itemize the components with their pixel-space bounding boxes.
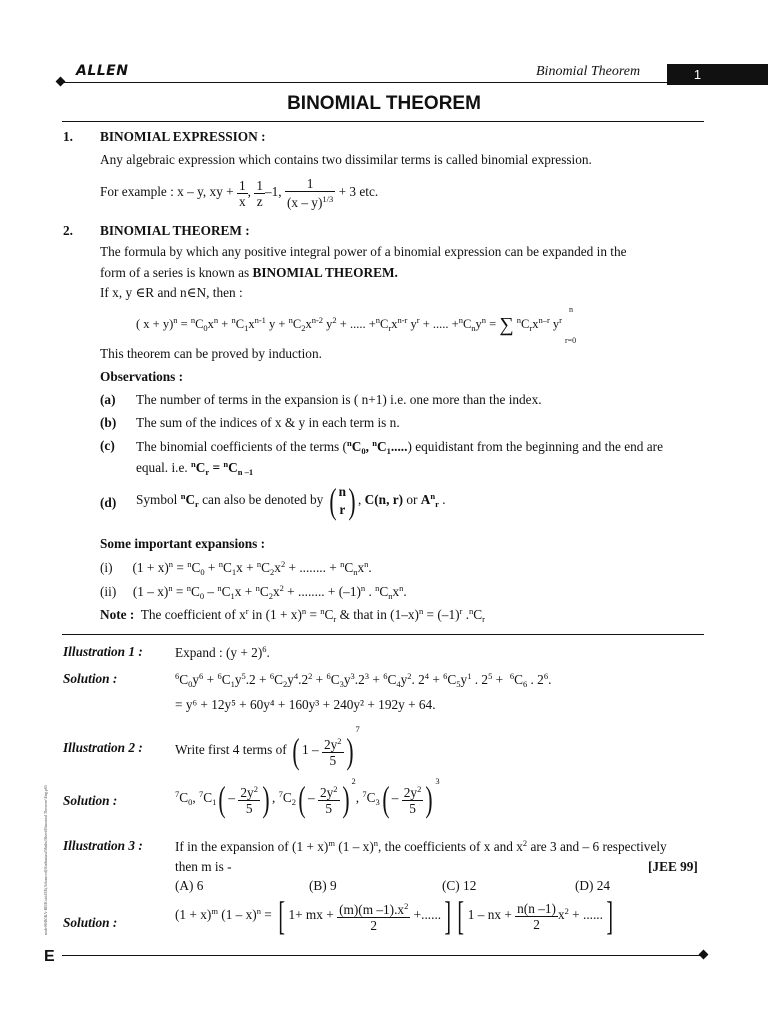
ill3-q2: then m is - — [175, 859, 232, 874]
ill2-question: Write first 4 terms of ( 1 – $\frac{2y^2}{5}$ )$^7$ — [175, 724, 360, 771]
frac-1-x: $\frac{1}{x}$ — [239, 177, 246, 209]
sec1-example: For example : x – y, xy + $\frac{1}{x}$ , $\frac{1}{z}$ –1, $\frac{1}{(x - y)^{1/3}}$ + 3 etc. — [100, 176, 379, 210]
sec2-num: 2. — [63, 223, 73, 238]
obs-a-text: The number of terms in the expansion is ( n+1) i.e. one more than the index. — [136, 392, 542, 407]
binomial-formula: ( $x + y)^n = ^nC_0x^n + ^nC_1x^{n-1}$ $y + ^nC_2x^{n-2}$ $y^2$ + ..... $+^nC_rx^{n-r}$ $y^r$ + ..... $+^nC_ny^n$ = ∑ $^nC_rx^{n-r}$ $y^r$ — [136, 314, 562, 336]
option-a: (A) 6 — [175, 878, 204, 893]
ill1-sol1: $^6C_0y^6 + ^6C_1y^5.2 + ^6C_2y^4.2^2 + ^6C_3y^3.2^3 + ^6C_4y^2$. $2^4 + ^6C_5y^1$ . $2^5 + ^6C_6$ . $2^6$. — [175, 671, 552, 689]
footer-letter: E — [44, 948, 55, 965]
option-c: (C) 12 — [442, 878, 477, 893]
sec1-text: Any algebraic expression which contains two dissimilar terms is called binomial expression. — [100, 152, 592, 167]
text2-bold: BINOMIAL THEOREM. — [252, 265, 398, 280]
obs-c-label: (c) — [100, 438, 115, 453]
obs-b-label: (b) — [100, 415, 117, 430]
note-label: Note : — [100, 607, 135, 622]
option-d: (D) 24 — [575, 878, 611, 893]
ill3-q-post: , the coefficients of x and x — [378, 839, 523, 854]
obs-d-label: (d) — [100, 495, 117, 510]
illustration-rule — [62, 634, 704, 635]
side-file-path: node06\B0BA-BB\Kota\JEE(Advanced)\Enthusiast\Maths\Sheet\Binomial Theorem\Eng.p65 — [43, 785, 48, 935]
chapter-title: Binomial Theorem — [536, 64, 641, 79]
note: Note : The coefficient of $x^r$ in $(1 + x)^n = ^nC_r$ & that in $(1-x)^n = (-1)^r$ $.^nC_r$ — [100, 606, 486, 624]
sum-upper: n — [569, 305, 573, 314]
sec2-text2 — [100, 265, 398, 281]
footer-diamond — [699, 950, 709, 960]
ill3-tag: [JEE 99] — [648, 859, 698, 874]
obs-d-tail: can also be denoted by — [202, 492, 324, 508]
ill2-solution: $^7C_0$, $^7C_1$( – $\frac{2y^2}{5}$ ) , $^7C_2$( – $\frac{2y^2}{5}$ ) $^2$, $^7C_3$( – $\frac{2y^2}{5}$ ) $^3$ — [175, 776, 440, 819]
footer-rule — [62, 955, 702, 956]
expansion-i: (i) $(1 + x)^n = ^nC_0 + ^nC_1x + ^nC_2x^2$ + ........ + $^nC_nx^n$. — [100, 559, 372, 577]
obs-b-text: The sum of the indices of x & y in each term is n. — [136, 415, 400, 430]
obs-c-tail: equidistant from the beginning and the end are — [415, 439, 663, 454]
obs-heading: Observations : — [100, 369, 184, 384]
ill2-label: Illustration 2 : — [63, 740, 143, 755]
text2-pre: form of a series is known as — [100, 265, 253, 280]
sec2-text3: If x, y ∈R and n∈N, then : — [100, 285, 243, 300]
page-title: BINOMIAL THEOREM — [287, 93, 481, 114]
obs-c-line2: equal. i.e. $^nC_r = ^nC_{n -1}$ — [136, 459, 254, 477]
obs-d-text: Symbol $^nC_r$ can also be denoted by ( n r ) , C(n, r) or $A^n_r$ . — [136, 481, 446, 521]
ill1-label: Illustration 1 : — [63, 644, 143, 659]
sec2-heading: BINOMIAL THEOREM : — [100, 223, 250, 238]
ill3-label: Illustration 3 : — [63, 838, 143, 853]
ill3-sol-label: Solution : — [63, 915, 118, 930]
ill2-sol-label: Solution : — [63, 793, 118, 808]
ill1-sol2: = y⁶ + 12y⁵ + 60y⁴ + 160y³ + 240y² + 192y + 64. — [175, 697, 436, 712]
page-number: 1 — [667, 64, 768, 85]
ill2-q-text: Write first 4 terms of — [175, 742, 287, 757]
obs-a-label: (a) — [100, 392, 116, 407]
expansion-ii: (ii) $(1 - x)^n = ^nC_0 - ^nC_1x + ^nC_2x^2$ + ........ + $(-1)^n$ . $^nC_nx^n$. — [100, 583, 407, 601]
proof-text: This theorem can be proved by induction. — [100, 346, 322, 361]
ill3-q-pre: If in the expansion of (1 + x) — [175, 839, 329, 854]
frac-1-z: $\frac{1}{z}$ — [256, 177, 263, 209]
example-etc: + 3 etc. — [338, 184, 379, 200]
option-b: (B) 9 — [309, 878, 337, 893]
ill1-q-text: Expand : (y + 2) — [175, 645, 263, 660]
allen-logo: ALLEN — [76, 63, 129, 79]
ill1-sol-label: Solution : — [63, 671, 118, 686]
header-diamond — [56, 77, 66, 87]
example-prefix: For example : x – y, xy + — [100, 184, 234, 200]
frac-1-xy: $\frac{1}{(x - y)^{1/3}}$ — [286, 176, 334, 210]
sec1-num: 1. — [63, 129, 73, 144]
ill3-solution: $(1 + x)^m$ (1 – x)$^n$ = [ 1+ mx + $\frac{(m)(m -1).x^2}{2}$ +......] [ 1 – nx + $\frac{n(n -1)}{2}$ $x^2$ + ......] — [175, 893, 613, 938]
ill3-q-end: are 3 and – 6 respectively — [527, 839, 667, 854]
expansions-heading: Some important expansions : — [100, 536, 266, 551]
sec1-heading: BINOMIAL EXPRESSION : — [100, 129, 266, 144]
ill3-question: If in the expansion of $(1 + x)^m$ (1 – x)$^n$, the coefficients of x and $x^2$ are 3 and – 6 respectively — [175, 838, 667, 854]
obs-c-text: The binomial coefficients of the terms ($^nC_0$, $^nC_1$.....) equidistant from the beginning and the end are — [136, 438, 663, 456]
sec2-text1: The formula by which any positive integral power of a binomial expression can be expanded in the — [100, 244, 627, 259]
ill1-question: Expand : $(y + 2)^6$. — [175, 644, 270, 660]
title-rule — [62, 121, 704, 122]
sum-lower: r=0 — [565, 336, 577, 345]
header-rule — [62, 82, 702, 83]
